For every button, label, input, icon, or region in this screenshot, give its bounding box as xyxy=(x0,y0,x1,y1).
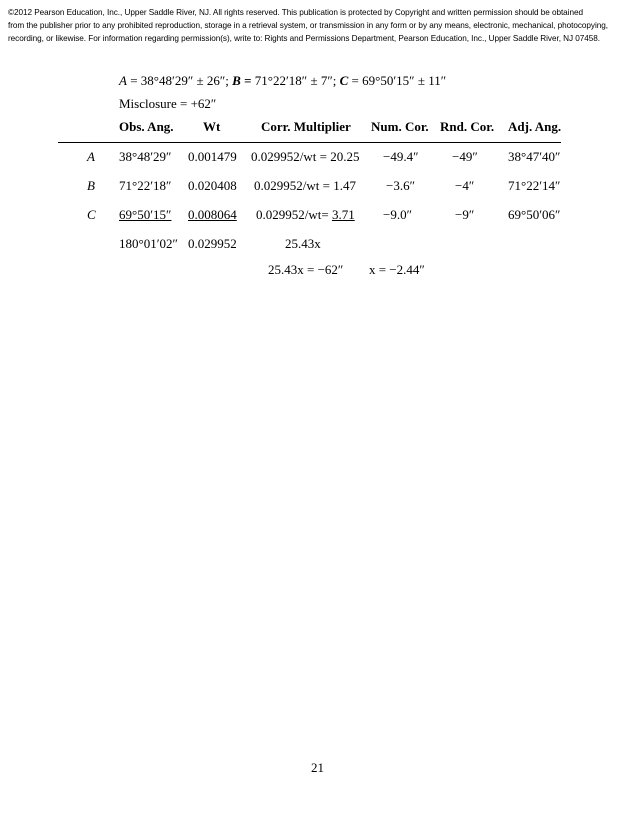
row-b-corr-multiplier: 0.029952/wt = 1.47 xyxy=(254,178,356,193)
correction-equation: 25.43x = −62″ xyxy=(268,262,344,277)
header-corr-multiplier: Corr. Multiplier xyxy=(261,119,351,134)
angle-a-value: = 38°48′29″ ± 26″; xyxy=(126,73,233,88)
angle-b-label: B xyxy=(232,73,241,88)
row-a-obs-ang: 38°48′29″ xyxy=(119,149,172,164)
row-c-corr-multiplier xyxy=(256,207,355,223)
row-c-wt: 0.008064 xyxy=(188,207,237,222)
copyright-notice xyxy=(8,6,632,45)
row-c-rnd-cor: −9″ xyxy=(455,207,475,222)
misclosure-line: Misclosure = +62″ xyxy=(119,96,217,111)
row-b-obs-ang: 71°22′18″ xyxy=(119,178,172,193)
angle-c-label: C xyxy=(339,73,349,88)
row-c-adj-ang: 69°50′06″ xyxy=(508,207,561,222)
copyright-line-3: recording, or likewise. For information regarding permission(s), write to: Rights and Permissions Department, Pearson Education, Inc., Upper Saddle River, NJ 07458. xyxy=(8,34,601,43)
row-b-rnd-cor: −4″ xyxy=(455,178,475,193)
page-number: 21 xyxy=(311,760,324,775)
row-a-label: A xyxy=(87,149,95,164)
row-b-num-cor: −3.6″ xyxy=(386,178,415,193)
header-num-cor: Num. Cor. xyxy=(371,119,429,134)
correction-solution: x = −2.44″ xyxy=(369,262,425,277)
row-b-label: B xyxy=(87,178,95,193)
angle-c-value: = 69°50′15″ ± 11″ xyxy=(348,73,447,88)
header-adj-ang: Adj. Ang. xyxy=(508,119,562,134)
header-wt: Wt xyxy=(203,119,221,134)
given-angles-line xyxy=(119,73,446,89)
row-b-wt: 0.020408 xyxy=(188,178,237,193)
header-rnd-cor: Rnd. Cor. xyxy=(440,119,495,134)
angle-b-equals: = xyxy=(240,73,255,88)
copyright-line-2: from the publisher prior to any prohibited reproduction, storage in a retrieval system, or transmission in any form or by any means, electronic, mechanical, photocopying, xyxy=(8,21,608,30)
row-c-corr-multiplier-value: 3.71 xyxy=(331,207,355,222)
angle-b-value: 71°22′18″ ± 7″; xyxy=(254,73,340,88)
header-obs-ang: Obs. Ang. xyxy=(119,119,174,134)
row-a-wt: 0.001479 xyxy=(188,149,237,164)
row-a-adj-ang: 38°47′40″ xyxy=(508,149,561,164)
row-c-corr-multiplier-text: 0.029952/wt= xyxy=(256,207,332,222)
header-rule xyxy=(58,142,561,143)
total-corr-multiplier: 25.43x xyxy=(285,236,321,251)
row-a-num-cor: −49.4″ xyxy=(383,149,419,164)
row-b-adj-ang: 71°22′14″ xyxy=(508,178,561,193)
row-c-obs-ang: 69°50′15″ xyxy=(119,207,172,222)
total-obs-ang: 180°01′02″ xyxy=(119,236,178,251)
row-a-corr-multiplier: 0.029952/wt = 20.25 xyxy=(251,149,360,164)
copyright-line-1: ©2012 Pearson Education, Inc., Upper Saddle River, NJ. All rights reserved. This publication is protected by Copyright and written permission should be obtained xyxy=(8,8,583,17)
angle-a-label: A xyxy=(119,73,127,88)
row-c-num-cor: −9.0″ xyxy=(383,207,412,222)
row-c-label: C xyxy=(87,207,96,222)
row-a-rnd-cor: −49″ xyxy=(452,149,478,164)
total-wt: 0.029952 xyxy=(188,236,237,251)
